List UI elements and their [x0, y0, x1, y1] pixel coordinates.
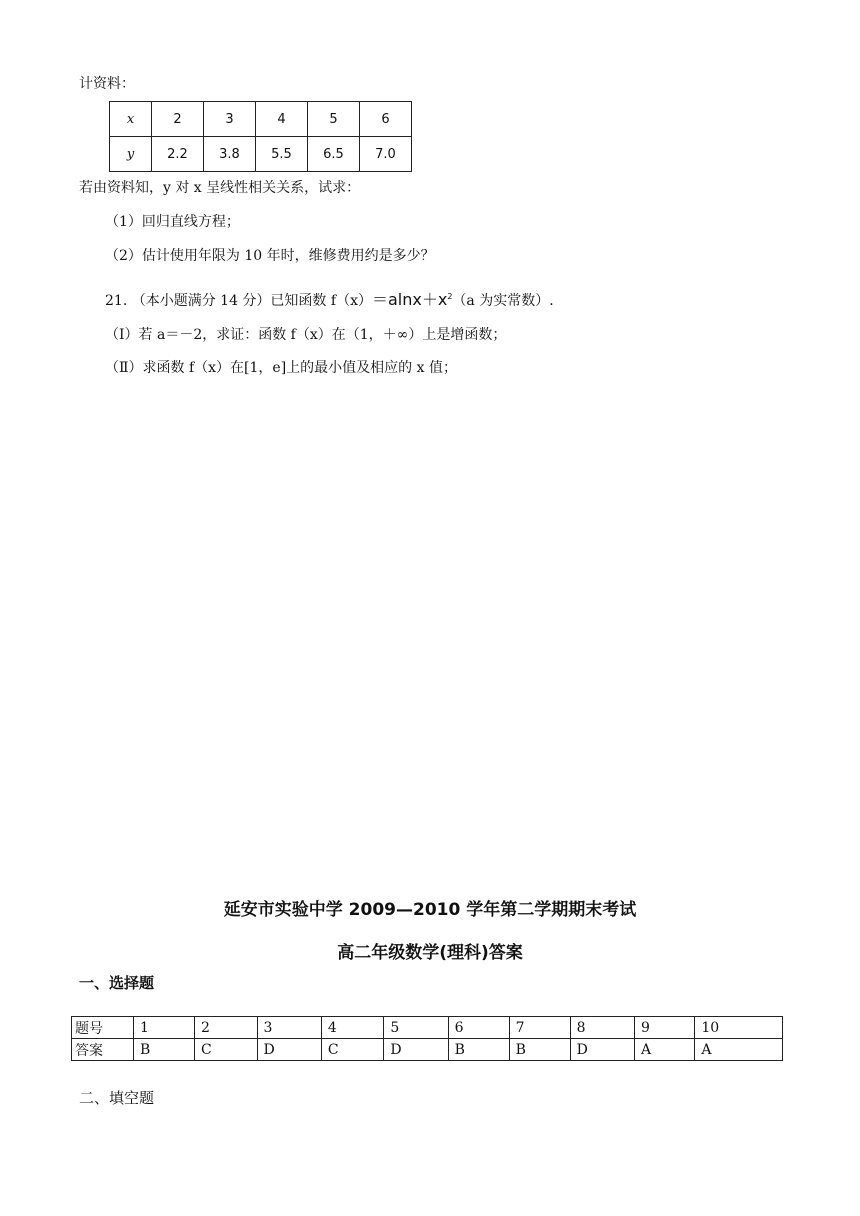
answer-row	[72, 1039, 783, 1061]
answer-subtitle: 高二年级数学(理科)答案	[337, 943, 523, 963]
answer-cell: D	[570, 1039, 634, 1061]
question-number-cell: 4	[321, 1017, 384, 1039]
answer-title: 延安市实验中学 2009—2010 学年第二学期期末考试	[223, 900, 637, 920]
row-label-answer: 答案	[72, 1039, 134, 1061]
problem-21-part-1: （Ⅰ）若 a＝－2，求证：函数 f（x）在（1，＋∞）上是增函数；	[105, 327, 507, 343]
answer-cell: B	[448, 1039, 509, 1061]
problem-prefix: （本小题满分 14 分）已知函数 f（x）	[131, 293, 372, 309]
y-cell: 7.0	[360, 137, 412, 172]
question-number-cell: 7	[509, 1017, 570, 1039]
question-number-row	[72, 1017, 783, 1039]
answer-cell: C	[195, 1039, 258, 1061]
formula	[372, 290, 452, 309]
answer-cell: B	[134, 1039, 195, 1061]
answer-cell: D	[257, 1039, 321, 1061]
answer-cell: D	[384, 1039, 448, 1061]
formula-exponent: 2	[447, 292, 453, 301]
section-multiple-choice: 一、选择题	[79, 974, 155, 992]
y-row	[110, 137, 412, 172]
y-cell: 5.5	[256, 137, 308, 172]
question-number-cell: 9	[634, 1017, 694, 1039]
question-1: （1）回归直线方程；	[105, 214, 240, 230]
answer-cell: A	[695, 1039, 783, 1061]
question-2: （2）估计使用年限为 10 年时，维修费用约是多少？	[105, 248, 435, 264]
answer-cell: A	[634, 1039, 694, 1061]
x-cell: 4	[256, 102, 308, 137]
question-number-cell: 3	[257, 1017, 321, 1039]
question-number-cell: 1	[134, 1017, 195, 1039]
problem-suffix: （a 为实常数）.	[452, 293, 554, 309]
problem-21-part-2: （Ⅱ）求函数 f（x）在[1，e]上的最小值及相应的 x 值；	[105, 360, 457, 376]
x-cell: 5	[308, 102, 360, 137]
answer-cell: C	[321, 1039, 384, 1061]
y-cell: 2.2	[152, 137, 204, 172]
formula-main: ＝alnx＋x	[371, 290, 448, 309]
x-header: x	[110, 102, 152, 137]
answer-table	[71, 1016, 783, 1061]
problem-21-header	[105, 287, 554, 311]
x-cell: 3	[204, 102, 256, 137]
intro-text: 计资料：	[79, 76, 135, 92]
question-number-cell: 10	[695, 1017, 783, 1039]
y-header: y	[110, 137, 152, 172]
y-cell: 6.5	[308, 137, 360, 172]
question-number-cell: 8	[570, 1017, 634, 1039]
data-table	[109, 101, 412, 172]
statement-text: 若由资料知，y 对 x 呈线性相关关系，试求：	[79, 180, 361, 196]
x-cell: 2	[152, 102, 204, 137]
x-row	[110, 102, 412, 137]
question-number-cell: 6	[448, 1017, 509, 1039]
section-fill-in: 二、填空题	[79, 1089, 155, 1107]
row-label-number: 题号	[72, 1017, 134, 1039]
question-number-cell: 2	[195, 1017, 258, 1039]
y-cell: 3.8	[204, 137, 256, 172]
x-cell: 6	[360, 102, 412, 137]
problem-number: 21.	[105, 293, 128, 309]
answer-cell: B	[509, 1039, 570, 1061]
question-number-cell: 5	[384, 1017, 448, 1039]
